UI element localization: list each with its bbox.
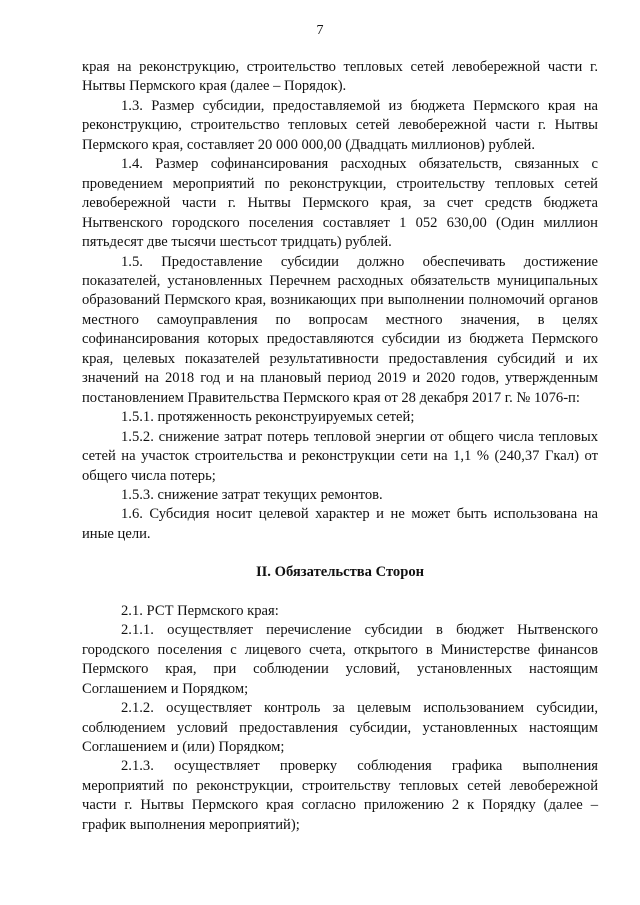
paragraph-continuation: края на реконструкцию, строительство тепловых сетей левобережной части г. Нытвы Пермского края (далее – Порядок). [82,59,598,95]
paragraph-1-5-1: 1.5.1. протяженность реконструируемых сетей; [121,409,415,426]
paragraph-2-1-1: 2.1.1. осуществляет перечисление субсидии в бюджет Нытвенского городского поселения с лицевого счета, открытого в Министерстве финансов Пермского края, при соблюдении условий, установленных настоящим Соглашением и Порядком; [82,622,598,697]
paragraph-1-5: 1.5. Предоставление субсидии должно обеспечивать достижение показателей, установленных Перечнем расходных обязательств муниципальных образований Пермского края, возникающих при выполнении полномочий органов местного самоуправления по вопросам местного значения, в целях софинансирования которых предоставляются субсидии из бюджета Пермского края, целевых показателей результативности предоставления субсидий и их значений на 2018 год и на плановый период 2019 и 2020 годов, утвержденным постановлением Правительства Пермского края от 28 декабря 2017 г. № 1076-п: [82,253,598,406]
paragraph-1-5-2: 1.5.2. снижение затрат потерь тепловой энергии от общего числа тепловых сетей на участок строительства и реконструкции сети на 1,1 % (240,37 Гкал) от общего числа потерь; [82,428,598,484]
paragraph-1-5-3: 1.5.3. снижение затрат текущих ремонтов. [121,486,383,503]
paragraph-1-6: 1.6. Субсидия носит целевой характер и не может быть использована на иные цели. [82,506,598,542]
paragraph-2-1-2: 2.1.2. осуществляет контроль за целевым использованием субсидии, соблюдением условий предоставления субсидии, установленных настоящим Соглашением и (или) Порядком; [82,700,598,755]
document-body [82,58,598,835]
paragraph-2-1: 2.1. РСТ Пермского края: [121,602,279,619]
page-number: 7 [316,23,324,38]
paragraph-2-1-3: 2.1.3. осуществляет проверку соблюдения графика выполнения мероприятий по реконструкции, строительству тепловых сетей левобережной части г. Нытвы Пермского края согласно приложению 2 к Порядку (далее – график выполнения мероприятий); [82,758,598,833]
paragraph-1-4: 1.4. Размер софинансирования расходных обязательств, связанных с проведением мероприятий по реконструкции, строительству тепловых сетей левобережной части г. Нытвы Пермского края, за счет средств бюджета Нытвенского городского поселения составляет 1 052 630,00 (Один миллион пятьдесят две тысячи шестьсот тридцать) рублей. [82,156,598,251]
section-heading: II. Обязательства Сторон [255,564,425,581]
paragraph-1-3: 1.3. Размер субсидии, предоставляемой из бюджета Пермского края на реконструкцию, строительство тепловых сетей левобережной части г. Нытвы Пермского края, составляет 20 000 000,00 (Двадцать миллионов) рублей. [82,97,598,153]
